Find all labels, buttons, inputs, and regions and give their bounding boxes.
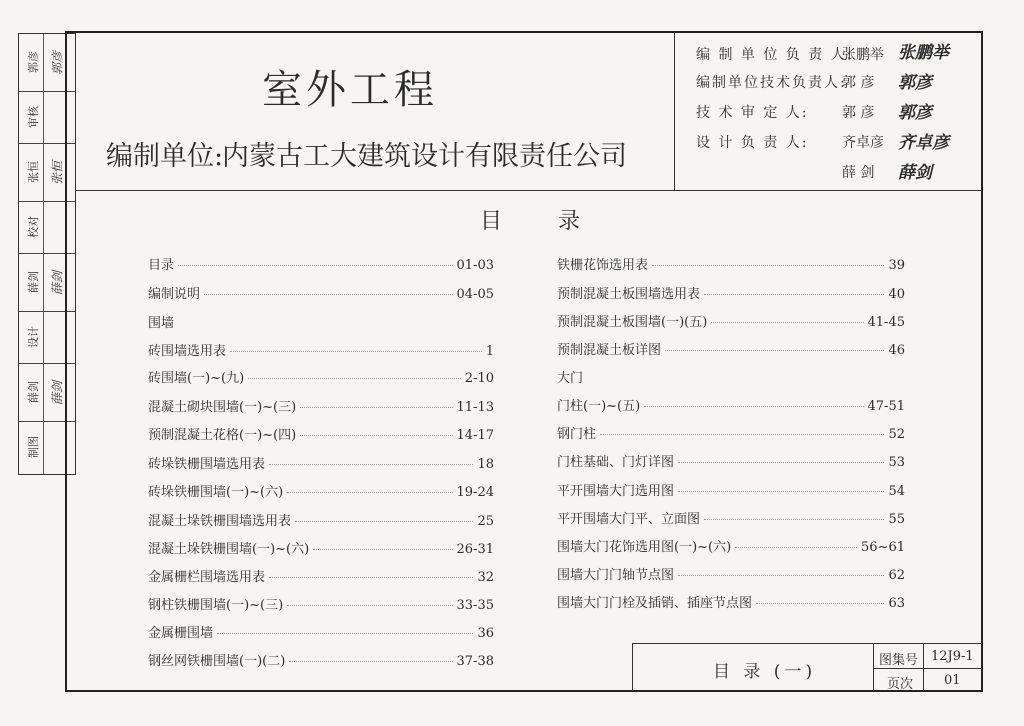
toc-entry-title: 混凝土垛铁栅围墙选用表: [148, 514, 292, 529]
toc-heading: 目录: [480, 209, 637, 234]
toc-entry-title: 铁栅花饰选用表: [557, 258, 649, 273]
toc-leader: [652, 265, 884, 266]
toc-entry-title: 钢门柱: [557, 427, 597, 442]
toc-leader: [600, 434, 884, 435]
resp-role: 技 术 审 定 人:: [696, 105, 809, 121]
atlas-label: 图集号: [879, 653, 919, 668]
toc-entry[interactable]: [557, 339, 905, 357]
toc-leader: [300, 407, 452, 408]
toc-entry-title: 预制混凝土板详图: [557, 343, 662, 358]
toc-leader: [204, 294, 453, 295]
strip-label: 薛剑: [27, 380, 40, 403]
toc-entry-title: 预制混凝土花格(一)~(四): [148, 428, 297, 443]
title-block: [632, 643, 982, 691]
toc-entry-page: 19-24: [456, 485, 494, 500]
strip-label: 制图: [27, 436, 40, 458]
toc-entry-page: 04-05: [456, 287, 494, 302]
resp-signature: 郭彦: [898, 73, 932, 93]
toc-entry[interactable]: [557, 254, 905, 272]
toc-entry-page: 52: [888, 427, 905, 442]
toc-entry[interactable]: [148, 367, 494, 385]
strip-signature: 薛剑: [50, 380, 65, 405]
toc-entry[interactable]: [557, 564, 905, 582]
page-label: 页次: [887, 677, 914, 692]
toc-leader: [230, 351, 482, 352]
toc-entry-page: 63: [888, 596, 905, 611]
toc-entry[interactable]: [148, 481, 494, 499]
toc-entry-page: 46: [888, 343, 905, 358]
toc-leader: [665, 350, 884, 351]
page-value: 01: [944, 673, 961, 688]
toc-leader: [178, 265, 453, 266]
toc-entry-title: 编制说明: [148, 287, 201, 302]
toc-entry[interactable]: [148, 594, 494, 612]
toc-section-heading: [148, 312, 494, 330]
toc-entry-page: 41-45: [867, 315, 905, 330]
toc-entry-title: 围墙大门门轴节点图: [557, 568, 675, 583]
toc-entry-title: 钢柱铁栅围墙(一)~(三): [148, 598, 284, 613]
toc-entry-page: 11-13: [456, 400, 494, 415]
toc-entry-page: 18: [477, 457, 494, 472]
toc-entry-title: 金属栅围墙: [148, 626, 214, 641]
strip-signature: 郭彦: [50, 50, 65, 75]
toc-entry[interactable]: [557, 283, 905, 301]
org-label: 编制单位:: [106, 141, 224, 172]
toc-entry-page: 36: [477, 626, 494, 641]
toc-entry-page: 53: [888, 455, 905, 470]
toc-leader: [295, 521, 473, 522]
toc-leader: [248, 378, 461, 379]
toc-entry[interactable]: [557, 395, 905, 413]
toc-leader: [711, 322, 863, 323]
header-vertical-divider: [674, 32, 675, 191]
toc-entry-title: 平开围墙大门选用图: [557, 484, 675, 499]
toc-entry-page: 25: [477, 514, 494, 529]
toc-entry-page: 14-17: [456, 428, 494, 443]
toc-entry-title: 围墙大门花饰选用图(一)~(六): [557, 540, 732, 555]
toc-entry-title: 大门: [557, 371, 584, 386]
toc-entry[interactable]: [148, 622, 494, 640]
toc-entry-title: 砖垛铁栅围墙选用表: [148, 457, 266, 472]
toc-entry-title: 砖垛铁栅围墙(一)~(六): [148, 485, 284, 500]
resp-name: 齐卓彦: [842, 135, 884, 151]
toc-entry-title: 门柱基础、门灯详图: [557, 455, 675, 470]
toc-leader: [287, 492, 452, 493]
toc-leader: [289, 661, 452, 662]
toc-entry[interactable]: [148, 340, 494, 358]
toc-entry-title: 围墙: [148, 316, 175, 331]
toc-entry[interactable]: [557, 451, 905, 469]
toc-entry[interactable]: [148, 396, 494, 414]
toc-entry-page: 39: [888, 258, 905, 273]
sheet-title: 目 录 (一): [713, 662, 817, 682]
toc-entry[interactable]: [557, 592, 905, 610]
org-name: 内蒙古工大建筑设计有限责任公司: [222, 141, 627, 172]
toc-entry[interactable]: [148, 510, 494, 528]
toc-leader: [756, 603, 884, 604]
toc-entry[interactable]: [148, 424, 494, 442]
toc-leader: [269, 577, 473, 578]
toc-leader: [678, 575, 884, 576]
toc-entry[interactable]: [557, 311, 905, 329]
toc-entry-page: 01-03: [456, 258, 494, 273]
toc-entry-title: 预制混凝土板围墙选用表: [557, 287, 701, 302]
toc-entry-title: 钢丝网铁栅围墙(一)(二): [148, 654, 286, 669]
toc-entry[interactable]: [148, 283, 494, 301]
toc-entry-title: 金属栅栏围墙选用表: [148, 570, 266, 585]
toc-leader: [217, 633, 473, 634]
toc-leader: [704, 519, 884, 520]
toc-entry-page: 37-38: [456, 654, 494, 669]
toc-entry-title: 围墙大门门栓及插销、插座节点图: [557, 596, 753, 611]
strip-label: 设计: [27, 325, 40, 348]
toc-entry[interactable]: [557, 423, 905, 441]
resp-name: 薛 剑: [842, 165, 875, 181]
toc-entry-title: 混凝土垛铁栅围墙(一)~(六): [148, 542, 310, 557]
strip-label: 张恒: [27, 160, 40, 183]
toc-leader: [287, 605, 452, 606]
toc-entry-page: 47-51: [867, 399, 905, 414]
strip-label: 郭彦: [27, 50, 40, 73]
toc-entry-title: 预制混凝土板围墙(一)(五): [557, 315, 708, 330]
strip-signature: 张恒: [50, 160, 65, 185]
toc-leader: [269, 464, 473, 465]
toc-entry-title: 砖围墙(一)~(九): [148, 371, 245, 386]
toc-entry-page: 54: [888, 484, 905, 499]
page-title: 室外工程: [262, 67, 438, 113]
toc-entry-title: 门柱(一)~(五): [557, 399, 641, 414]
toc-leader: [644, 406, 863, 407]
toc-entry-page: 62: [888, 568, 905, 583]
toc-entry[interactable]: [148, 650, 494, 668]
strip-label: 校对: [27, 215, 40, 238]
toc-leader: [678, 462, 884, 463]
toc-entry[interactable]: [148, 538, 494, 556]
resp-name: 张鹏举: [842, 47, 884, 63]
toc-entry-title: 平开围墙大门平、立面图: [557, 512, 701, 527]
resp-name: 郭 彦: [842, 75, 875, 91]
toc-entry[interactable]: [148, 453, 494, 471]
toc-entry[interactable]: [148, 566, 494, 584]
atlas-value: 12J9-1: [931, 649, 974, 664]
toc-leader: [704, 294, 884, 295]
toc-entry-page: 1: [485, 344, 494, 359]
toc-leader: [300, 435, 452, 436]
strip-signature: 薛剑: [50, 270, 65, 295]
resp-signature: 张鹏举: [898, 43, 949, 63]
resp-name: 郭 彦: [842, 105, 875, 121]
toc-entry-page: 56~61: [861, 540, 905, 555]
toc-entry[interactable]: [557, 508, 905, 526]
strip-label: 审核: [27, 105, 40, 128]
header-divider: [76, 190, 981, 191]
resp-role: 编 制 单 位 负 责 人:: [696, 47, 854, 63]
toc-leader: [313, 549, 452, 550]
strip-label: 薛剑: [27, 270, 40, 293]
toc-entry-page: 40: [888, 287, 905, 302]
resp-signature: 郭彦: [898, 103, 932, 123]
toc-entry[interactable]: [148, 254, 494, 272]
toc-entry[interactable]: [557, 536, 905, 554]
toc-entry-page: 2-10: [464, 371, 494, 386]
toc-entry-title: 砖围墙选用表: [148, 344, 227, 359]
toc-entry[interactable]: [557, 480, 905, 498]
toc-entry-page: 55: [888, 512, 905, 527]
toc-leader: [735, 547, 857, 548]
toc-section-heading: [557, 367, 905, 385]
tb-divider: [873, 668, 982, 669]
toc-entry-title: 混凝土砌块围墙(一)~(三): [148, 400, 297, 415]
resp-role: 编制单位技术负责人:: [696, 75, 847, 91]
resp-signature: 薛剑: [898, 163, 932, 183]
toc-entry-page: 26-31: [456, 542, 494, 557]
resp-role: 设 计 负 责 人:: [696, 135, 809, 151]
toc-entry-page: 33-35: [456, 598, 494, 613]
toc-entry-title: 目录: [148, 258, 175, 273]
toc-leader: [678, 491, 884, 492]
resp-signature: 齐卓彦: [898, 133, 949, 153]
toc-entry-page: 32: [477, 570, 494, 585]
